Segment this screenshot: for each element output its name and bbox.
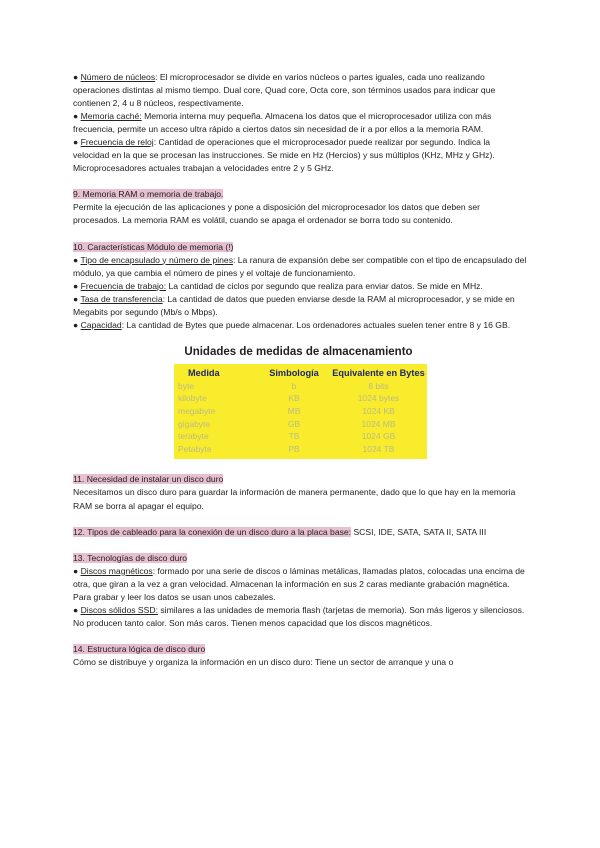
section-11-heading: 11. Necesidad de instalar un disco duro [73,474,224,485]
section-11-body: Necesitamos un disco duro para guardar la información de manera permanente, dado que lo que hay en la memoria RAM se borra al apagar el equipo. [73,487,516,511]
bullet-capacidad: ● Capacidad: La cantidad de Bytes que puede almacenar. Los ordenadores actuales suelen tener entre 8 y 16 GB. [73,319,511,330]
section-14-body: Cómo se distribuye y organiza la información en un disco duro: Tiene un sector de arranque y una o [73,656,454,667]
table-row: kilobyte KB 1024 bytes [178,393,400,404]
section-9-body: Permite la ejecución de las aplicaciones y pone a disposición del microprocesador los datos que deben ser procesados. La memoria RAM es volátil, cuando se apaga el ordenador se borra todo su contenido. [73,202,481,226]
table-title: Unidades de medidas de almacenamiento [184,345,413,358]
term-cores: Número de núcleos [80,72,156,82]
bullet-clock: ● Frecuencia de reloj: Cantidad de operaciones que el microprocesador puede realizar por segundo. Indica la velocidad en la que se procesan las instrucciones. Se mide en Hz (Hercios) y sus múltiplos (KHz, MHz y GHz). Microprocesadores actuales trabajan a velocidades entre 2 y 5 GHz. [73,137,495,174]
bullet-discos-ssd: ● Discos sólidos SSD: similares a las unidades de memoria flash (tarjetas de memoria). Son más ligeros y silenciosos. No producen tanto calor. Son más caros. Tienen menos capacidad que los discos magnéticos. [73,604,525,628]
storage-units-figure [73,344,528,460]
bullet-discos-magneticos: ● Discos magnéticos: formado por una serie de discos o láminas metálicas, llamadas platos, colocadas una encima de otra, que giran a la vez a gran velocidad. Almacenan la información en sus 2 caras mediante grabación magnética. Para grabar y leer los datos se usan unos cabezales. [73,565,525,602]
section-13-heading: 13. Tecnologías de disco duro [73,552,188,563]
document-content [73,71,528,669]
section-9-heading: 9. Memoria RAM o memoria de trabajo. [73,189,224,200]
section-12-heading: 12. Tipos de cableado para la conexión de un disco duro a la placa base: [73,526,352,537]
term-clock: Frecuencia de reloj [80,137,154,148]
table-row: megabyte MB 1024 KB [178,406,395,417]
section-12: 12. Tipos de cableado para la conexión de un disco duro a la placa base: SCSI, IDE, SATA, SATA II, SATA III [73,526,487,537]
bullet-cache: ● Memoria caché: Memoria interna muy pequeña. Almacena los datos que el microprocesador utiliza con más frecuencia, permite un acceso ultra rápido a ciertos datos sin necesidad de ir a por ellos a la memoria RAM. [73,111,492,135]
term-cache: Memoria caché: [80,111,142,122]
table-row: terabyte TB 1024 GB [178,431,396,442]
bullet-frecuencia-trabajo: ● Frecuencia de trabajo: La cantidad de ciclos por segundo que realiza para enviar datos. Se mide en MHz. [73,280,483,291]
bullet-cores: ● Número de núcleos: El microprocesador se divide en varios núcleos o partes iguales, cada uno realizando operaciones distintas al mismo tiempo. Dual core, Quad core, Octa core, son términos usados para indicar que contienen 2, 4 u 8 núcleos, respectivamente. [73,72,496,109]
section-10-heading: 10. Características Módulo de memoria (!) [73,241,234,252]
table-row: Petabyte PB 1024 TB [178,443,395,454]
table-header-row: Medida Simbología Equivalente en Bytes [188,367,425,378]
bullet-encapsulado: ● Tipo de encapsulado y número de pines: La ranura de expansión debe ser compatible con el tipo de encapsulado del módulo, ya que cambia el número de pines y el voltaje de funcionamiento. [73,254,527,278]
table-row: byte b 8 bits [178,380,389,391]
storage-units-table [174,364,427,460]
bullet-tasa: ● Tasa de transferencia: La cantidad de datos que pueden enviarse desde la RAM al microprocesador, y se mide en Megabits por segundo (Mb/s o Mbps). [73,293,515,317]
table-row: gigabyte GB 1024 MB [178,418,396,429]
section-14-heading: 14. Estructura lógica de disco duro [73,643,206,654]
